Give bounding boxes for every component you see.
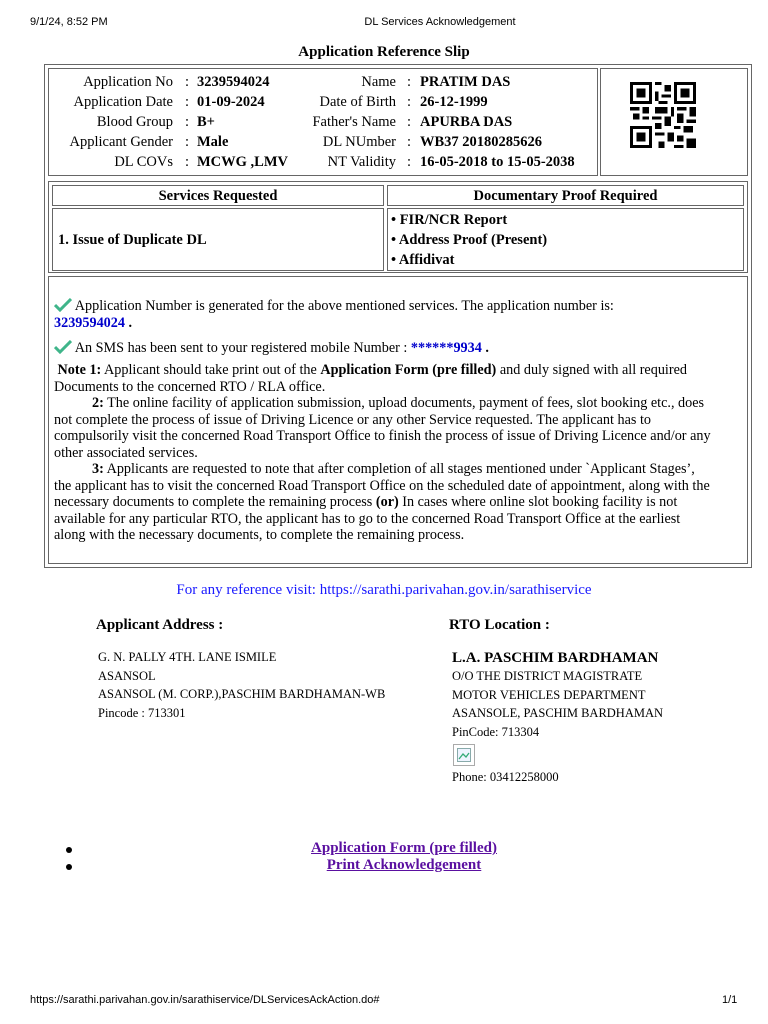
info-value: Male (197, 134, 229, 150)
note-3 (54, 461, 714, 544)
info-separator: : (185, 94, 190, 110)
info-label: NT Validity (327, 154, 396, 170)
rto-phone: Phone: 03412258000 (452, 770, 559, 784)
info-value: 3239594024 (197, 74, 270, 90)
qr-code-box (600, 68, 748, 176)
info-label: DL COVs (114, 154, 173, 170)
note2-label: 2: (92, 395, 104, 411)
rto-address-line: ASANSOLE, PASCHIM BARDHAMAN (452, 706, 664, 720)
print-page-title: DL Services Acknowledgement (364, 16, 516, 28)
info-value: APURBA DAS (420, 114, 513, 130)
info-value: WB37 20180285626 (420, 134, 543, 150)
address-pincode: Pincode : 713301 (98, 705, 186, 720)
note-1 (54, 362, 714, 395)
broken-image-icon (453, 744, 475, 766)
applicant-address-heading: Applicant Address : (96, 617, 224, 633)
note1-text-pre: Applicant should take print out of the (104, 362, 317, 378)
qr-code-icon (628, 82, 698, 148)
print-page-number: 1/1 (722, 994, 738, 1006)
application-form-link[interactable]: Application Form (pre filled) (311, 840, 497, 856)
applicant-address (98, 648, 385, 722)
info-separator: : (185, 74, 190, 90)
check-icon (54, 340, 72, 354)
info-separator: : (185, 114, 190, 130)
info-label: Applicant Gender (69, 134, 173, 150)
document-item: • Address Proof (Present) (391, 232, 548, 248)
info-value: 16-05-2018 to 15-05-2038 (420, 154, 575, 170)
info-separator: : (407, 94, 412, 110)
app-number-value: 3239594024 (54, 314, 125, 331)
note1-text-bold: Application Form (pre filled) (320, 362, 497, 378)
info-label: DL NUmber (322, 134, 396, 150)
document-item: • FIR/NCR Report (391, 212, 508, 228)
info-separator: : (407, 134, 412, 150)
info-label: Name (361, 74, 396, 90)
sms-suffix: . (485, 340, 489, 356)
rto-pincode: PinCode: 713304 (452, 724, 540, 739)
check-icon (54, 298, 72, 312)
info-label: Blood Group (96, 114, 173, 130)
info-value: PRATIM DAS (420, 74, 511, 90)
info-separator: : (407, 114, 412, 130)
rto-address (452, 667, 663, 741)
slip-title: Application Reference Slip (298, 44, 470, 60)
address-line: ASANSOL (M. CORP.),PASCHIM BARDHAMAN-WB (98, 687, 386, 701)
rto-address-line: O/O THE DISTRICT MAGISTRATE (452, 669, 643, 683)
app-number-text: Application Number is generated for the above mentioned services. The application number is: (74, 298, 614, 314)
address-line: G. N. PALLY 4TH. LANE ISMILE (98, 650, 277, 664)
app-number-suffix: . (128, 314, 133, 331)
info-value: 01-09-2024 (197, 94, 265, 110)
info-value: 26-12-1999 (420, 94, 488, 110)
note3-text-pre: Applicants are requested to note that after completion of all stages mentioned under `Applicant Stages’, the applicant has to visit the concerned Road Transport Office on the scheduled date of appointment, along with the necessary documents to complete the remaining process (54, 461, 710, 511)
documents-cell (387, 208, 744, 271)
info-label: Date of Birth (319, 94, 396, 110)
document-item: • Affidivat (391, 252, 455, 268)
info-separator: : (407, 74, 412, 90)
print-url: https://sarathi.parivahan.gov.in/sarathiservice/DLServicesAckAction.do# (30, 994, 380, 1006)
sms-text: An SMS has been sent to your registered mobile Number : (74, 340, 408, 356)
note3-text-post: In cases where online slot booking facility is not available for any particular RTO, the applicant has to go to the concerned Road Transport Office at the earliest along with the necessary documents, to complete the remaining process. (54, 494, 681, 544)
print-acknowledgement-link[interactable]: Print Acknowledgement (326, 857, 482, 873)
app-number-message (54, 298, 714, 331)
rto-location-heading: RTO Location : (449, 617, 550, 633)
info-separator: : (407, 154, 412, 170)
note2-text: The online facility of application submission, upload documents, payment of fees, slot booking etc., does not complete the process of issue of Driving Licence or any other Service requested. The applicant has to compulsorily visit the concerned Road Transport Office to finish the process of issue of Driving Licence and/or any other associated services. (54, 395, 711, 461)
info-separator: : (185, 134, 190, 150)
services-header: Services Requested (52, 185, 384, 206)
note1-label: Note 1: (57, 362, 102, 378)
note3-label: 3: (92, 461, 104, 477)
reference-link[interactable]: For any reference visit: https://sarathi.parivahan.gov.in/sarathiservice (176, 582, 592, 598)
documents-header: Documentary Proof Required (387, 185, 744, 206)
info-label: Father's Name (312, 114, 396, 130)
service-requested-cell: 1. Issue of Duplicate DL (52, 208, 384, 271)
info-separator: : (185, 154, 190, 170)
print-datetime: 9/1/24, 8:52 PM (30, 16, 108, 28)
address-line: ASANSOL (98, 668, 156, 683)
info-label: Application No (83, 74, 173, 90)
note3-text-bold: (or) (375, 494, 399, 511)
sms-message (54, 340, 714, 357)
info-label: Application Date (73, 94, 173, 110)
note1-text-post: and duly signed with all required Documents to the concerned RTO / RLA office. (54, 362, 687, 395)
info-value: B+ (197, 114, 215, 130)
note-2 (54, 395, 714, 461)
rto-name: L.A. PASCHIM BARDHAMAN (452, 650, 659, 666)
mobile-number: ******9934 (410, 340, 482, 356)
info-value: MCWG ,LMV (197, 154, 289, 170)
rto-address-line: MOTOR VEHICLES DEPARTMENT (452, 687, 646, 702)
